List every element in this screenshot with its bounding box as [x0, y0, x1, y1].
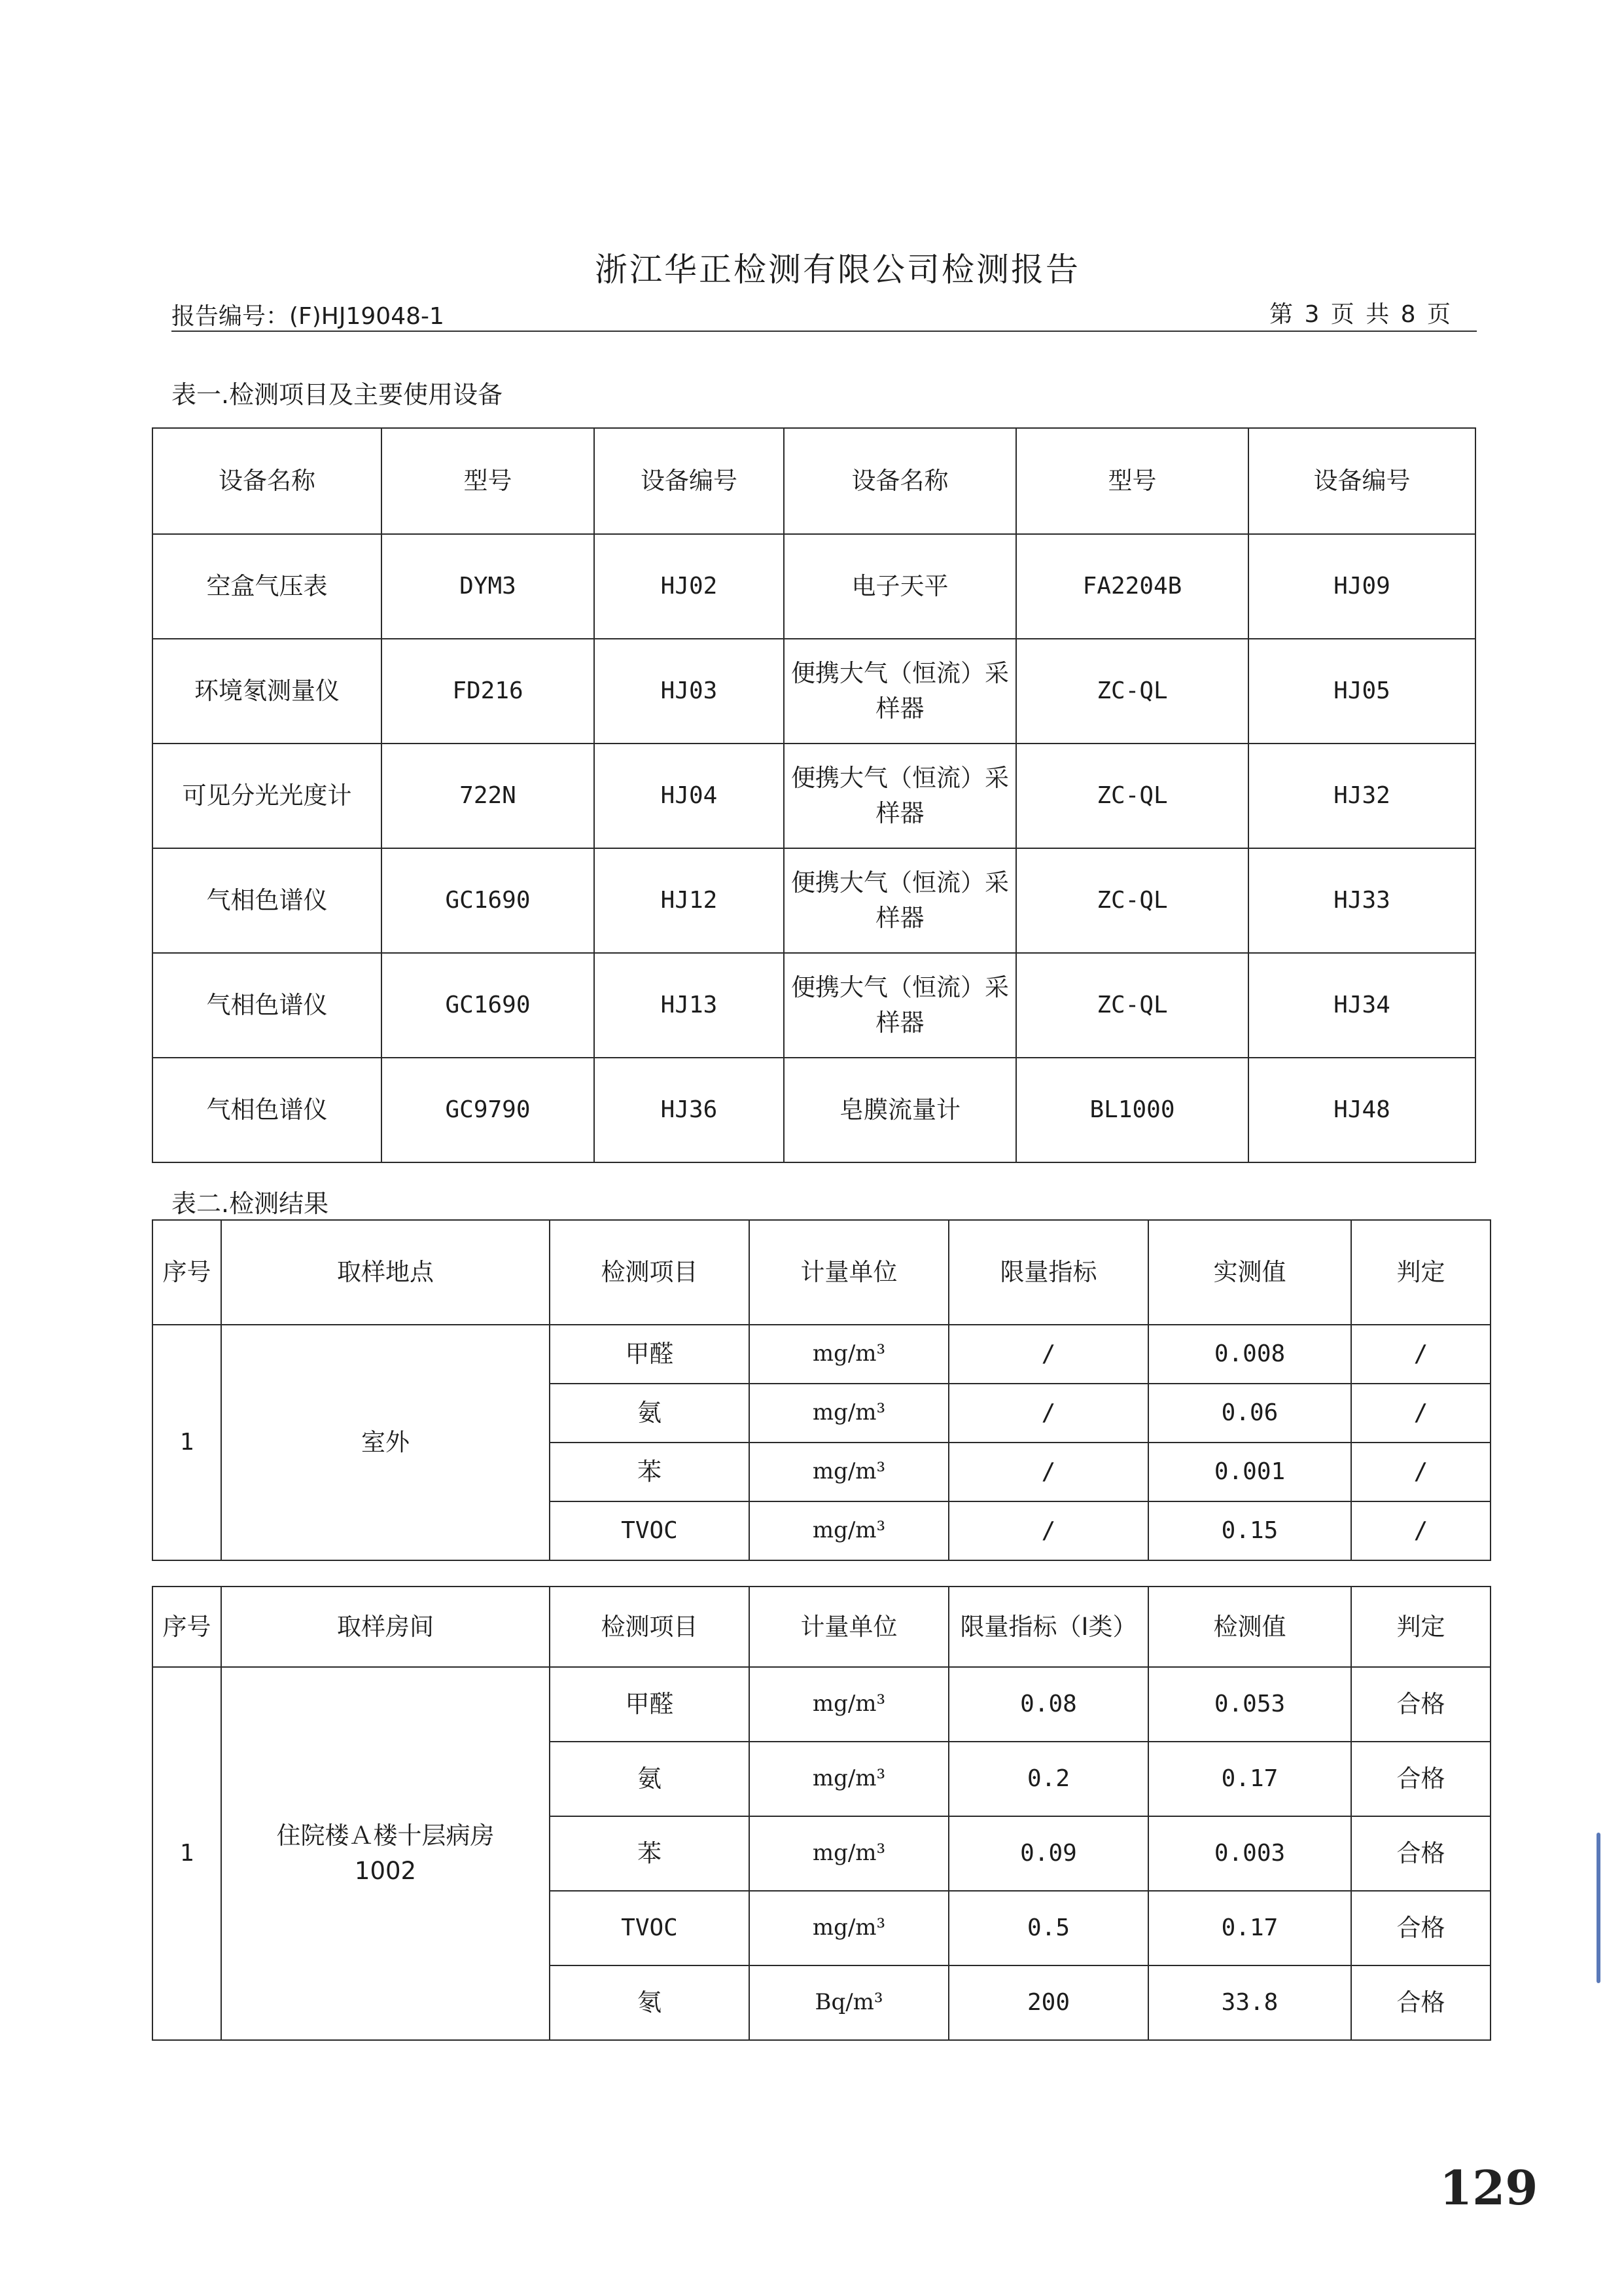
header-cell: 设备名称 [152, 428, 381, 534]
judgement: 合格 [1351, 1742, 1491, 1816]
table-header-row [152, 1587, 1491, 1667]
margin-pen-mark [1597, 1833, 1600, 1983]
header-cell: 限量指标（Ⅰ类） [949, 1587, 1148, 1667]
model: ZC-QL [1016, 639, 1248, 744]
table-row [152, 639, 1475, 744]
test-item: 甲醛 [550, 1667, 749, 1742]
header-cell: 检测值 [1148, 1587, 1351, 1667]
equipment-name: 皂膜流量计 [784, 1058, 1016, 1162]
limit-value: 0.09 [949, 1816, 1148, 1891]
unit: mg/m³ [749, 1816, 949, 1891]
measured-value: 33.8 [1148, 1965, 1351, 2040]
judgement: / [1351, 1443, 1491, 1501]
model: DYM3 [381, 534, 594, 639]
page-info: 第 3 页 共 8 页 [1269, 301, 1451, 328]
equipment-name: 气相色谱仪 [152, 953, 381, 1058]
equipment-name: 可见分光光度计 [152, 744, 381, 848]
outdoor-results-table [152, 1219, 1491, 1561]
model: GC1690 [381, 848, 594, 953]
header-cell: 检测项目 [550, 1587, 749, 1667]
header-cell: 序号 [152, 1220, 221, 1325]
equipment-id: HJ02 [594, 534, 784, 639]
unit: mg/m³ [749, 1891, 949, 1965]
model: FA2204B [1016, 534, 1248, 639]
header-cell: 判定 [1351, 1220, 1491, 1325]
equipment-id: HJ36 [594, 1058, 784, 1162]
limit-value: / [949, 1384, 1148, 1443]
header-cell: 取样房间 [221, 1587, 550, 1667]
equipment-name: 气相色谱仪 [152, 1058, 381, 1162]
equipment-name: 气相色谱仪 [152, 848, 381, 953]
sampling-room: 住院楼Ａ楼十层病房1002 [221, 1667, 550, 2040]
header-cell: 设备编号 [1248, 428, 1475, 534]
indoor-results-table [152, 1586, 1491, 2041]
unit: mg/m³ [749, 1443, 949, 1501]
equipment-table [152, 427, 1476, 1163]
judgement: 合格 [1351, 1965, 1491, 2040]
handwritten-page-number: 129 [1439, 2160, 1538, 2215]
sampling-location: 室外 [221, 1325, 550, 1560]
model: ZC-QL [1016, 953, 1248, 1058]
table-row [152, 744, 1475, 848]
limit-value: 0.2 [949, 1742, 1148, 1816]
report-title: 浙江华正检测有限公司检测报告 [595, 251, 1080, 289]
report-number: 报告编号：(F)HJ19048-1 [171, 303, 444, 330]
header-cell: 型号 [1016, 428, 1248, 534]
equipment-id: HJ04 [594, 744, 784, 848]
equipment-id: HJ05 [1248, 639, 1475, 744]
judgement: 合格 [1351, 1667, 1491, 1742]
measured-value: 0.17 [1148, 1891, 1351, 1965]
test-item: TVOC [550, 1891, 749, 1965]
measured-value: 0.17 [1148, 1742, 1351, 1816]
equipment-id: HJ13 [594, 953, 784, 1058]
unit: mg/m³ [749, 1667, 949, 1742]
header-cell: 取样地点 [221, 1220, 550, 1325]
measured-value: 0.001 [1148, 1443, 1351, 1501]
equipment-name: 空盒气压表 [152, 534, 381, 639]
test-item: TVOC [550, 1501, 749, 1560]
header-cell: 计量单位 [749, 1587, 949, 1667]
limit-value: / [949, 1443, 1148, 1501]
equipment-id: HJ09 [1248, 534, 1475, 639]
measured-value: 0.06 [1148, 1384, 1351, 1443]
limit-value: 0.5 [949, 1891, 1148, 1965]
table-row [152, 534, 1475, 639]
equipment-name: 便携大气（恒流）采样器 [784, 848, 1016, 953]
model: GC1690 [381, 953, 594, 1058]
table-row [152, 1325, 1491, 1384]
limit-value: 200 [949, 1965, 1148, 2040]
header-cell: 序号 [152, 1587, 221, 1667]
table-header-row [152, 428, 1475, 534]
header-cell: 判定 [1351, 1587, 1491, 1667]
header-cell: 检测项目 [550, 1220, 749, 1325]
test-item: 氡 [550, 1965, 749, 2040]
unit: mg/m³ [749, 1742, 949, 1816]
equipment-name: 电子天平 [784, 534, 1016, 639]
table-row [152, 848, 1475, 953]
equipment-id: HJ34 [1248, 953, 1475, 1058]
unit: Bq/m³ [749, 1965, 949, 2040]
judgement: / [1351, 1325, 1491, 1384]
measured-value: 0.053 [1148, 1667, 1351, 1742]
equipment-name: 便携大气（恒流）采样器 [784, 953, 1016, 1058]
measured-value: 0.15 [1148, 1501, 1351, 1560]
header-cell: 实测值 [1148, 1220, 1351, 1325]
equipment-id: HJ48 [1248, 1058, 1475, 1162]
header-cell: 型号 [381, 428, 594, 534]
equipment-name: 便携大气（恒流）采样器 [784, 744, 1016, 848]
table-row [152, 1667, 1491, 1742]
test-item: 氨 [550, 1384, 749, 1443]
judgement: / [1351, 1501, 1491, 1560]
equipment-id: HJ32 [1248, 744, 1475, 848]
test-item: 苯 [550, 1443, 749, 1501]
header-rule [171, 331, 1477, 332]
limit-value: / [949, 1325, 1148, 1384]
model: GC9790 [381, 1058, 594, 1162]
equipment-name: 便携大气（恒流）采样器 [784, 639, 1016, 744]
table-row [152, 953, 1475, 1058]
test-item: 甲醛 [550, 1325, 749, 1384]
model: 722N [381, 744, 594, 848]
equipment-id: HJ12 [594, 848, 784, 953]
equipment-id: HJ03 [594, 639, 784, 744]
sequence-number: 1 [152, 1667, 221, 2040]
sequence-number: 1 [152, 1325, 221, 1560]
unit: mg/m³ [749, 1384, 949, 1443]
table1-caption: 表一.检测项目及主要使用设备 [171, 380, 503, 409]
judgement: 合格 [1351, 1816, 1491, 1891]
unit: mg/m³ [749, 1501, 949, 1560]
model: ZC-QL [1016, 744, 1248, 848]
limit-value: / [949, 1501, 1148, 1560]
model: ZC-QL [1016, 848, 1248, 953]
test-item: 苯 [550, 1816, 749, 1891]
header-cell: 计量单位 [749, 1220, 949, 1325]
table-header-row [152, 1220, 1491, 1325]
equipment-name: 环境氡测量仪 [152, 639, 381, 744]
measured-value: 0.008 [1148, 1325, 1351, 1384]
measured-value: 0.003 [1148, 1816, 1351, 1891]
unit: mg/m³ [749, 1325, 949, 1384]
header-cell: 设备编号 [594, 428, 784, 534]
model: BL1000 [1016, 1058, 1248, 1162]
limit-value: 0.08 [949, 1667, 1148, 1742]
model: FD216 [381, 639, 594, 744]
table-row [152, 1058, 1475, 1162]
equipment-id: HJ33 [1248, 848, 1475, 953]
test-item: 氨 [550, 1742, 749, 1816]
header-cell: 设备名称 [784, 428, 1016, 534]
judgement: 合格 [1351, 1891, 1491, 1965]
judgement: / [1351, 1384, 1491, 1443]
table2-caption: 表二.检测结果 [171, 1189, 329, 1218]
header-cell: 限量指标 [949, 1220, 1148, 1325]
